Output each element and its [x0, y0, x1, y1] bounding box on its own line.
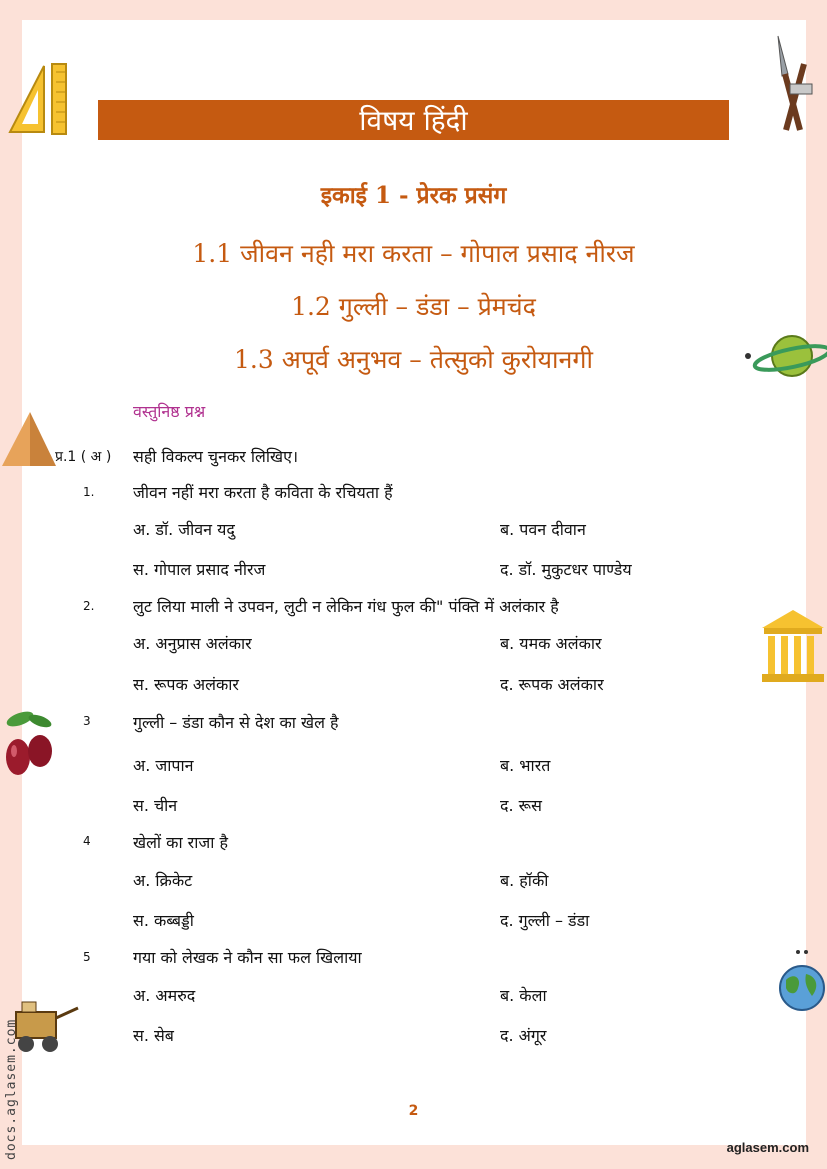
question-intro-number: प्र.1 ( अ ) — [55, 449, 112, 465]
option-d: द. डॉ. मुकुटधर पाण्डेय — [500, 560, 632, 579]
option-a: अ. क्रिकेट — [133, 871, 193, 890]
option-a: अ. अमरुद — [133, 986, 196, 1005]
option-b: ब. भारत — [500, 756, 551, 775]
section-label: वस्तुनिष्ठ प्रश्न — [133, 402, 206, 421]
option-b: ब. केला — [500, 986, 547, 1005]
lesson-title: 1.3 अपूर्व अनुभव – तेत्सुको कुरोयानगी — [234, 345, 593, 374]
option-d: द. रूस — [500, 796, 542, 815]
pyramid-icon — [0, 408, 58, 470]
question-number: 4 — [83, 834, 91, 848]
temple-icon — [760, 608, 826, 684]
option-c: स. कब्बड्डी — [133, 911, 194, 930]
option-c: स. सेब — [133, 1026, 174, 1045]
tools-icon — [764, 34, 824, 134]
lesson-title: 1.1 जीवन नही मरा करता – गोपाल प्रसाद नीरज — [192, 239, 635, 268]
question-number: 3 — [83, 714, 91, 728]
option-d: द. गुल्ली – डंडा — [500, 911, 590, 930]
option-b: ब. यमक अलंकार — [500, 634, 602, 653]
watermark: docs.aglasem.com — [4, 1018, 19, 1160]
option-c: स. गोपाल प्रसाद नीरज — [133, 560, 266, 579]
option-b: ब. पवन दीवान — [500, 520, 586, 539]
berries-icon — [2, 705, 60, 779]
footer-site-link[interactable]: aglasem.com — [726, 1140, 809, 1155]
subject-banner: विषय हिंदी — [98, 100, 729, 140]
question-text: जीवन नहीं मरा करता है कविता के रचियता हैं — [133, 483, 393, 502]
option-d: द. रूपक अलंकार — [500, 675, 604, 694]
question-text: लुट लिया माली ने उपवन, लुटी न लेकिन गंध फुल की" पंक्ति में अलंकार है — [133, 597, 559, 616]
option-d: द. अंगूर — [500, 1026, 547, 1045]
option-a: अ. डॉ. जीवन यदु — [133, 520, 235, 539]
question-number: 1. — [83, 485, 95, 499]
lesson-title: 1.2 गुल्ली – डंडा – प्रेमचंद — [291, 292, 536, 321]
option-b: ब. हॉकी — [500, 871, 549, 890]
unit-title: इकाई 1 - प्रेरक प्रसंग — [320, 182, 507, 209]
ruler-triangle-icon — [4, 60, 68, 136]
page-number: 2 — [408, 1103, 419, 1119]
question-text: खेलों का राजा है — [133, 833, 228, 852]
option-a: अ. जापान — [133, 756, 194, 775]
question-intro-text: सही विकल्प चुनकर लिखिए। — [133, 447, 299, 466]
option-a: अ. अनुप्रास अलंकार — [133, 634, 252, 653]
question-text: गया को लेखक ने कौन सा फल खिलाया — [133, 948, 362, 967]
globe-icon — [776, 944, 826, 1016]
question-number: 2. — [83, 599, 95, 613]
option-c: स. चीन — [133, 796, 178, 815]
option-c: स. रूपक अलंकार — [133, 675, 239, 694]
question-text: गुल्ली – डंडा कौन से देश का खेल है — [133, 713, 339, 732]
question-number: 5 — [83, 950, 91, 964]
